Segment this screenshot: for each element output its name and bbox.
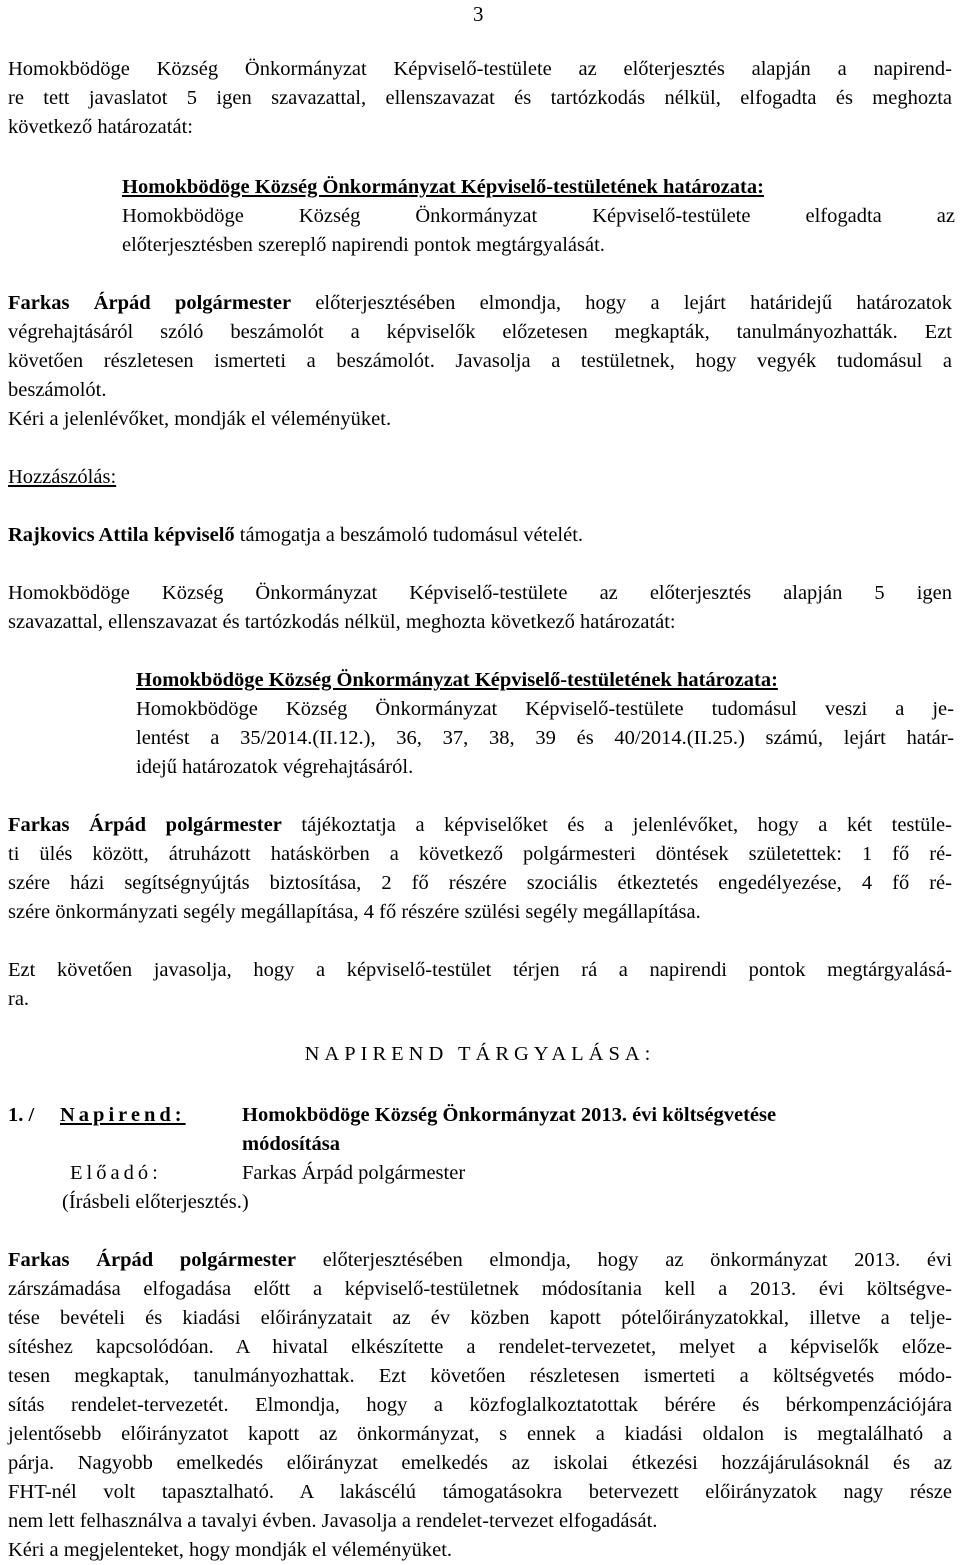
- presenter-name: Farkas Árpád polgármester: [242, 1162, 466, 1184]
- text-line: párja. Nagyobb emelkedés előirányzat emelkedés az iskolai étkezési hozzájárulásoknál és az: [8, 1452, 952, 1474]
- comment-paragraph: [8, 521, 952, 550]
- text-line: zárszámadása elfogadása előtt a képviselő-testületnek módosítania kell a 2013. évi költségve-: [8, 1278, 952, 1300]
- resolution-title: Homokbödöge Község Önkormányzat Képviselő-testületének határozata:: [136, 669, 778, 691]
- text-line: idejű határozatok végrehajtásáról.: [136, 756, 414, 778]
- text-line: Ezt követően javasolja, hogy a képviselő-testület térjen rá a napirendi pontok megtárgyalásá-: [8, 959, 952, 981]
- text-line: sítás rendelet-tervezetét. Elmondja, hogy a közfoglalkoztatottak bérére és bérkompenzációjára: [8, 1394, 952, 1416]
- page-number: 3: [473, 2, 484, 26]
- vote-paragraph: [8, 579, 952, 637]
- text-line: Homokbödöge Község Önkormányzat Képviselő-testülete az előterjesztés alapján a napirend-: [8, 58, 952, 80]
- text-line: [8, 811, 952, 840]
- proposal-paragraph: [8, 956, 952, 1014]
- comments-heading: [8, 463, 952, 492]
- text-line: végrehajtásáról szóló beszámolót a képviselők előzetesen megkapták, tanulmányozhatták. Ezt: [8, 321, 952, 343]
- speaker-name: Farkas Árpád polgármester: [8, 1249, 296, 1271]
- text-line: ti ülés között, átruházott hatáskörben a következő polgármesteri döntések születettek: 1 fő ré-: [8, 843, 952, 865]
- agenda-number: 1. /: [8, 1104, 35, 1126]
- resolution-body: [136, 695, 954, 782]
- text-line: jelentősebb előirányzatot kapott az önkormányzat, s ennek a kiadási oldalon is megtalálható a: [8, 1423, 952, 1445]
- text-line: tesen megkaptak, tanulmányozhattak. Ezt követően részletesen ismerteti a költségvetés módo-: [8, 1365, 952, 1387]
- speaker-name: Farkas Árpád polgármester: [8, 292, 292, 314]
- agenda-note: (Írásbeli előterjesztés.): [62, 1191, 249, 1213]
- text-line: szére önkormányzati segély megállapítása, 4 fő részére szülési segély megállapítása.: [8, 901, 701, 923]
- text-line: beszámolót.: [8, 379, 107, 401]
- text-line: [8, 289, 952, 318]
- text-line: szére házi segítségnyújtás biztosítása, 2 fő részére szociális étkeztetés engedélyezése, 4 fő ré-: [8, 872, 952, 894]
- text-line: FHT-nél volt tapasztalható. A lakáscélú támogatásokra betervezett előirányzatok nagy része: [8, 1481, 952, 1503]
- text-line: nem lett felhasználva a tavalyi évben. Javasolja a rendelet-tervezet elfogadását.: [8, 1510, 658, 1532]
- text-line: ra.: [8, 988, 30, 1010]
- text-line: Kéri a megjelenteket, hogy mondják el véleményüket.: [8, 1539, 453, 1561]
- text-line: Homokbödöge Község Önkormányzat Képviselő-testülete az előterjesztés alapján 5 igen: [8, 582, 952, 604]
- text-line: Kéri a jelenlévőket, mondják el véleményüket.: [8, 408, 392, 430]
- text-fragment: előterjesztésében elmondja, hogy az önkormányzat 2013. évi: [296, 1249, 952, 1271]
- agenda-heading: NAPIREND TÁRGYALÁSA:: [304, 1043, 656, 1065]
- text-line: előterjesztésben szereplő napirendi pontok megtárgyalását.: [122, 234, 605, 256]
- text-line: követően részletesen ismerteti a beszámolót. Javasolja a testületnek, hogy vegyék tudomásul a: [8, 350, 952, 372]
- speaker-name: Rajkovics Attila képviselő: [8, 524, 235, 546]
- text-fragment: támogatja a beszámoló tudomásul vételét.: [234, 524, 584, 546]
- text-line: szavazattal, ellenszavazat és tartózkodás nélkül, meghozta következő határozatát:: [8, 611, 676, 633]
- intro-paragraph: [8, 55, 952, 142]
- agenda-title-cont: módosítása: [242, 1133, 340, 1155]
- text-line: re tett javaslatot 5 igen szavazattal, ellenszavazat és tartózkodás nélkül, elfogadta és meghozta: [8, 87, 952, 109]
- text-fragment: előterjesztésében elmondja, hogy a lejárt határidejű határozatok: [291, 292, 952, 314]
- resolution-body: [122, 202, 955, 260]
- text-line: [8, 1246, 952, 1275]
- budget-paragraph: [8, 1246, 952, 1565]
- text-fragment: tájékoztatja a képviselőket és a jelenlévőket, hogy a két testüle-: [281, 814, 952, 836]
- presenter-label: Előadó:: [70, 1162, 162, 1184]
- text-line: tése bevételi és kiadási előirányzatait az év közben kapott pótelőirányzatokkal, illetve a telje-: [8, 1307, 952, 1329]
- comments-label: Hozzászólás:: [8, 466, 117, 488]
- text-line: következő határozatát:: [8, 116, 193, 138]
- mayor-report-paragraph: [8, 289, 952, 434]
- resolution-title: Homokbödöge Község Önkormányzat Képviselő-testületének határozata:: [122, 176, 764, 198]
- text-line: Homokbödöge Község Önkormányzat Képviselő-testülete tudomásul veszi a je-: [136, 698, 954, 720]
- text-line: lentést a 35/2014.(II.12.), 36, 37, 38, 39 és 40/2014.(II.25.) számú, lejárt határ-: [136, 727, 954, 749]
- text-line: Homokbödöge Község Önkormányzat Képviselő-testülete elfogadta az: [122, 205, 955, 227]
- mayor-info-paragraph: [8, 811, 952, 927]
- agenda-title: Homokbödöge Község Önkormányzat 2013. évi költségvetése: [242, 1104, 777, 1126]
- speaker-name: Farkas Árpád polgármester: [8, 814, 282, 836]
- text-line: sítéshez kapcsolódóan. A hivatal elkészítette a rendelet-tervezetet, melyet a képviselők előze-: [8, 1336, 952, 1358]
- agenda-label: Napirend:: [60, 1104, 186, 1126]
